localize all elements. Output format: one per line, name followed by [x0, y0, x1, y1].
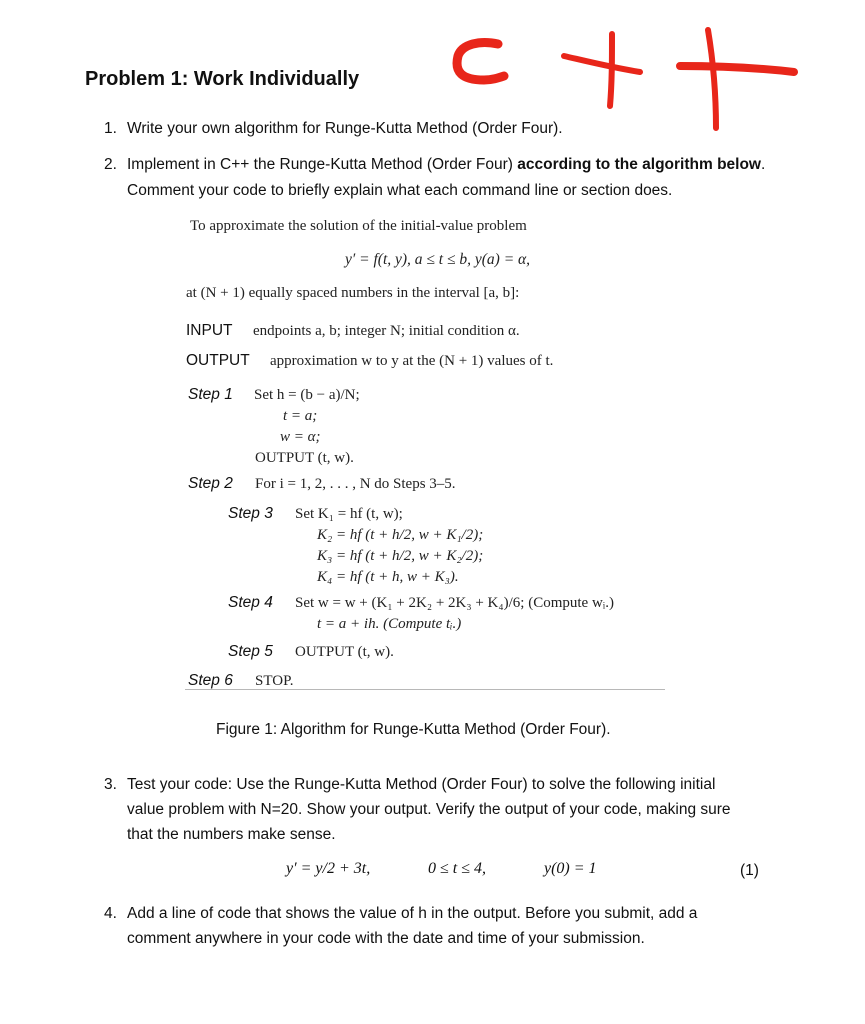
step-line: t = a + ih. (Compute tᵢ.) — [317, 616, 462, 632]
step-line: K₃ = hf (t + h/2, w + K₂/2); — [317, 548, 484, 564]
step-label: Step 5 — [228, 643, 273, 660]
output-keyword: OUTPUT — [186, 352, 250, 369]
step-line: OUTPUT (t, w). — [295, 644, 394, 660]
input-keyword: INPUT — [186, 322, 233, 339]
figure-caption: Figure 1: Algorithm for Runge-Kutta Method (Order Four). — [216, 721, 611, 738]
step-line: K₂ = hf (t + h/2, w + K₁/2); — [317, 527, 484, 543]
item-number: 4. — [104, 905, 117, 922]
step-line: STOP. — [255, 673, 294, 689]
step-label: Step 6 — [188, 672, 233, 689]
equation-number: (1) — [740, 862, 759, 879]
item-text — [127, 152, 777, 204]
item-text-part: Implement in C++ the Runge-Kutta Method (Order Four) — [127, 156, 518, 173]
step-line: K₄ = hf (t + h, w + K₃). — [317, 569, 459, 585]
step-label: Step 2 — [188, 475, 233, 492]
step-line: w = α; — [280, 429, 321, 445]
equation-domain: 0 ≤ t ≤ 4, — [428, 860, 487, 877]
step-line: t = a; — [283, 408, 318, 424]
figure-divider — [185, 689, 665, 690]
item-text: Write your own algorithm for Runge-Kutta Method (Order Four). — [127, 120, 563, 137]
step-line: OUTPUT (t, w). — [255, 450, 354, 466]
input-text: endpoints a, b; integer N; initial condition α. — [253, 323, 520, 339]
item-number: 3. — [104, 776, 117, 793]
item-number: 2. — [104, 156, 117, 173]
item-number: 1. — [104, 120, 117, 137]
step-label: Step 1 — [188, 386, 233, 403]
item-text-bold: according to the algorithm — [517, 156, 713, 173]
step-label: Step 3 — [228, 505, 273, 522]
item-text-part: . Comment your code to briefly explain what each command line or section does. — [127, 156, 766, 199]
ivp-equation: y′ = f(t, y), a ≤ t ≤ b, y(a) = α, — [345, 251, 531, 268]
problem-title: Problem 1: Work Individually — [85, 68, 360, 90]
algorithm-intro: To approximate the solution of the initial-value problem — [190, 218, 527, 234]
step-line: Set K₁ = hf (t, w); — [295, 506, 403, 522]
item-text-line: Add a line of code that shows the value of h in the output. Before you submit, add a — [127, 905, 698, 922]
algorithm-interval: at (N + 1) equally spaced numbers in the interval [a, b]: — [186, 285, 520, 301]
step-line: For i = 1, 2, . . . , N do Steps 3–5. — [255, 476, 456, 492]
step-line: Set h = (b − a)/N; — [254, 387, 360, 403]
item-text-line: Test your code: Use the Runge-Kutta Method (Order Four) to solve the following initial — [127, 776, 716, 793]
item-text-line: comment anywhere in your code with the date and time of your submission. — [127, 930, 645, 947]
step-label: Step 4 — [228, 594, 273, 611]
equation-initial-condition: y(0) = 1 — [544, 860, 597, 877]
step-line: Set w = w + (K₁ + 2K₂ + 2K₃ + K₄)/6; (Compute wᵢ.) — [295, 595, 614, 611]
item-text-line: that the numbers make sense. — [127, 826, 336, 843]
item-text-bold: below — [717, 156, 761, 173]
item-text-line: value problem with N=20. Show your output. Verify the output of your code, making sure — [127, 801, 731, 818]
equation-ode: y′ = y/2 + 3t, — [286, 860, 371, 877]
output-text: approximation w to y at the (N + 1) values of t. — [270, 353, 554, 369]
